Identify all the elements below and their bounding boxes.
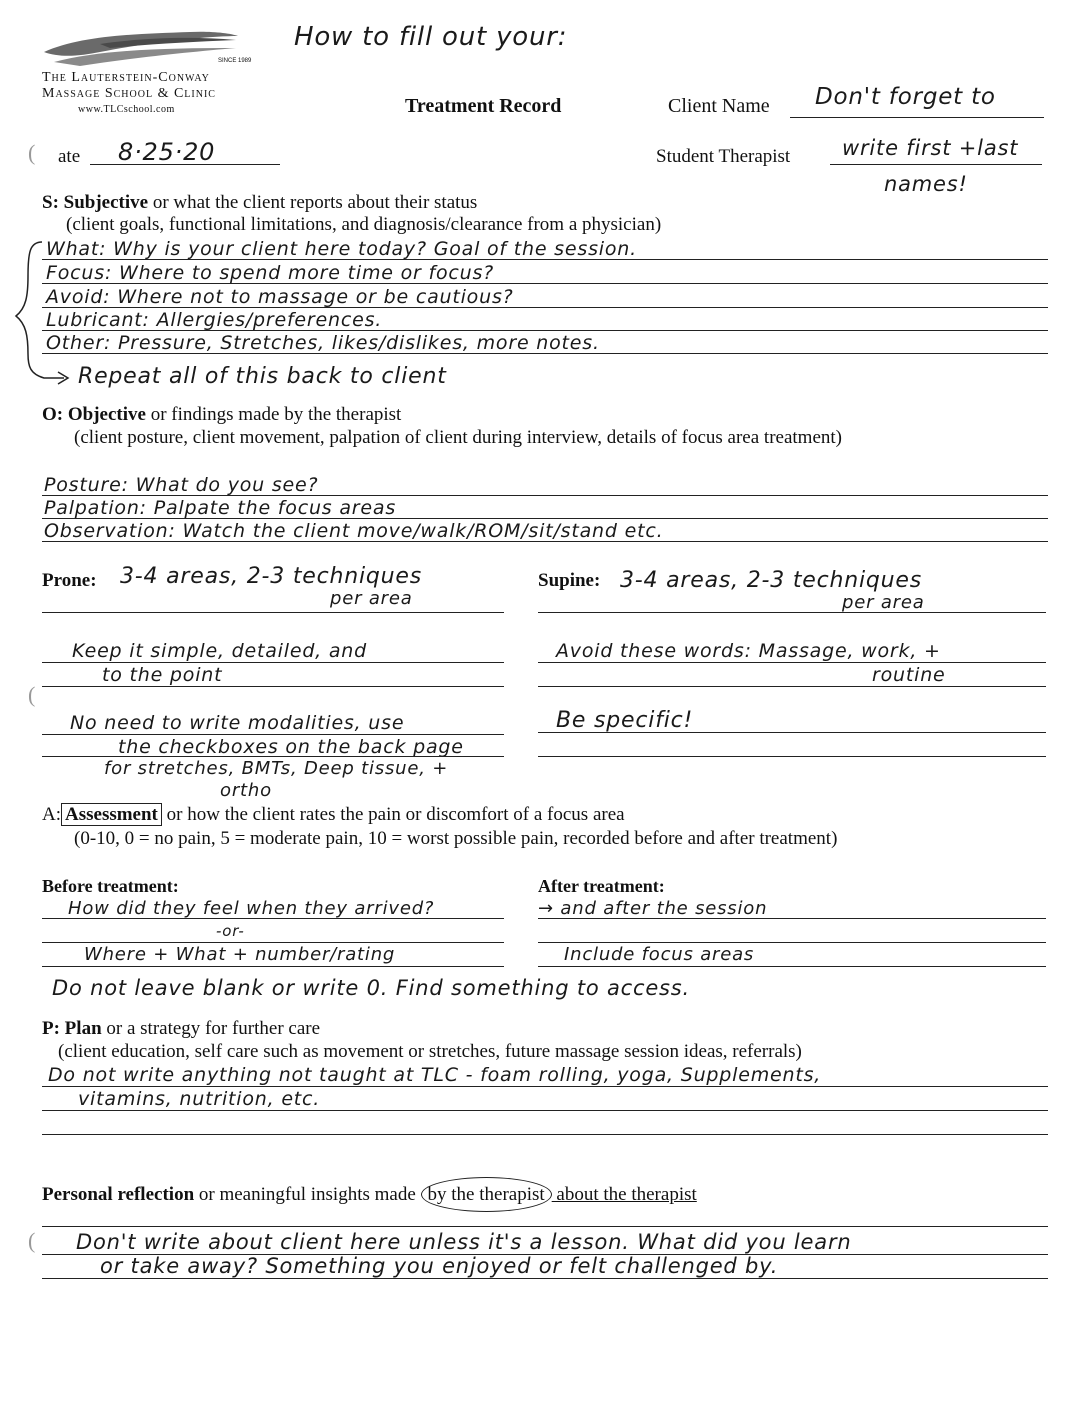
circled-by-the-therapist: by the therapist: [421, 1177, 552, 1212]
assessment-subheading: (0-10, 0 = no pain, 5 = moderate pain, 10 = worst possible pain, recorded before and after treatment): [74, 828, 838, 849]
school-name-line2: Massage School & Clinic: [42, 86, 216, 101]
after-treatment-line-1[interactable]: → and after the session: [538, 898, 768, 919]
date-label: ate: [58, 146, 81, 167]
logo-since-mark: SINCE 1989: [218, 58, 252, 64]
plan-line-2[interactable]: vitamins, nutrition, etc.: [78, 1088, 321, 1110]
binder-hole-mark-2: (: [28, 682, 36, 707]
prone-line-3[interactable]: No need to write modalities, use: [70, 712, 405, 734]
client-name-field[interactable]: Don't forget to: [815, 84, 996, 110]
objective-heading: O: Objective or findings made by the therapist: [42, 404, 402, 425]
repeat-back-note: Repeat all of this back to client: [78, 364, 447, 389]
student-therapist-label: Student Therapist: [656, 146, 791, 167]
supine-line-2[interactable]: Avoid these words: Massage, work, +: [556, 640, 941, 662]
client-name-label: Client Name: [668, 95, 770, 117]
school-url: www.TLCschool.com: [78, 104, 175, 115]
subjective-line-avoid[interactable]: Avoid: Where not to massage or be cautious?: [46, 286, 514, 308]
handwritten-title: How to fill out your:: [294, 22, 568, 52]
prone-line-3d: ortho: [220, 780, 272, 801]
supine-line-1[interactable]: 3-4 areas, 2-3 techniques: [620, 568, 923, 593]
plan-line-1[interactable]: Do not write anything not taught at TLC - foam rolling, yoga, Supplements,: [48, 1064, 822, 1086]
form-title: Treatment Record: [405, 95, 562, 117]
after-treatment-label: After treatment:: [538, 876, 665, 896]
supine-line-1b: per area: [842, 592, 925, 613]
assessment-heading: A: Assessment or how the client rates the pain or discomfort of a focus area: [42, 804, 625, 825]
before-treatment-line-1[interactable]: How did they feel when they arrived?: [68, 898, 435, 919]
prone-line-3c: for stretches, BMTs, Deep tissue, +: [104, 758, 449, 779]
school-name-line1: The Lauterstein-Conway: [42, 70, 210, 85]
waves-logo-icon: [40, 22, 240, 70]
reflection-line-2[interactable]: or take away? Something you enjoyed or felt challenged by.: [100, 1254, 779, 1278]
prone-label: Prone:: [42, 570, 97, 591]
objective-subheading: (client posture, client movement, palpation of client during interview, details of focus area treatment): [74, 427, 842, 448]
objective-line-palpation[interactable]: Palpation: Palpate the focus areas: [44, 497, 397, 519]
before-treatment-or: -or-: [216, 922, 245, 940]
subjective-line-lubricant[interactable]: Lubricant: Allergies/preferences.: [46, 309, 383, 331]
subjective-line-focus[interactable]: Focus: Where to spend more time or focus?: [46, 262, 495, 284]
prone-line-2b: to the point: [102, 664, 223, 686]
plan-heading: P: Plan or a strategy for further care: [42, 1018, 321, 1039]
assessment-note: Do not leave blank or write 0. Find something to access.: [52, 976, 691, 1000]
supine-line-2b: routine: [872, 664, 946, 686]
binder-hole-mark-3: (: [28, 1228, 36, 1253]
student-therapist-field[interactable]: write first +last: [842, 136, 1019, 160]
before-treatment-line-2[interactable]: Where + What + number/rating: [84, 944, 396, 965]
reflection-heading: Personal reflection or meaningful insights made by the therapist about the therapist: [42, 1184, 697, 1206]
reflection-line-1[interactable]: Don't write about client here unless it's a lesson. What did you learn: [76, 1230, 852, 1254]
date-field[interactable]: 8·25·20: [118, 138, 216, 166]
supine-line-3[interactable]: Be specific!: [556, 708, 694, 733]
subjective-line-other[interactable]: Other: Pressure, Stretches, likes/dislikes, more notes.: [46, 332, 600, 354]
subjective-subheading: (client goals, functional limitations, and diagnosis/clearance from a physician): [66, 214, 662, 235]
prone-line-2[interactable]: Keep it simple, detailed, and: [72, 640, 367, 662]
subjective-line-what[interactable]: What: Why is your client here today? Goal of the session.: [46, 238, 637, 260]
subjective-heading: S: Subjective or what the client reports about their status: [42, 192, 478, 213]
after-treatment-line-2[interactable]: Include focus areas: [564, 944, 755, 965]
objective-line-posture[interactable]: Posture: What do you see?: [44, 474, 319, 496]
supine-label: Supine:: [538, 570, 601, 591]
prone-line-1[interactable]: 3-4 areas, 2-3 techniques: [120, 564, 423, 589]
plan-subheading: (client education, self care such as movement or stretches, future massage session ideas, referrals): [58, 1041, 802, 1062]
before-treatment-label: Before treatment:: [42, 876, 179, 896]
binder-hole-mark: (: [28, 140, 36, 165]
prone-line-1b: per area: [330, 588, 413, 609]
prone-line-3b: the checkboxes on the back page: [118, 736, 464, 758]
student-therapist-field-cont: names!: [884, 172, 968, 196]
objective-line-observation[interactable]: Observation: Watch the client move/walk/ROM/sit/stand etc.: [44, 520, 664, 542]
